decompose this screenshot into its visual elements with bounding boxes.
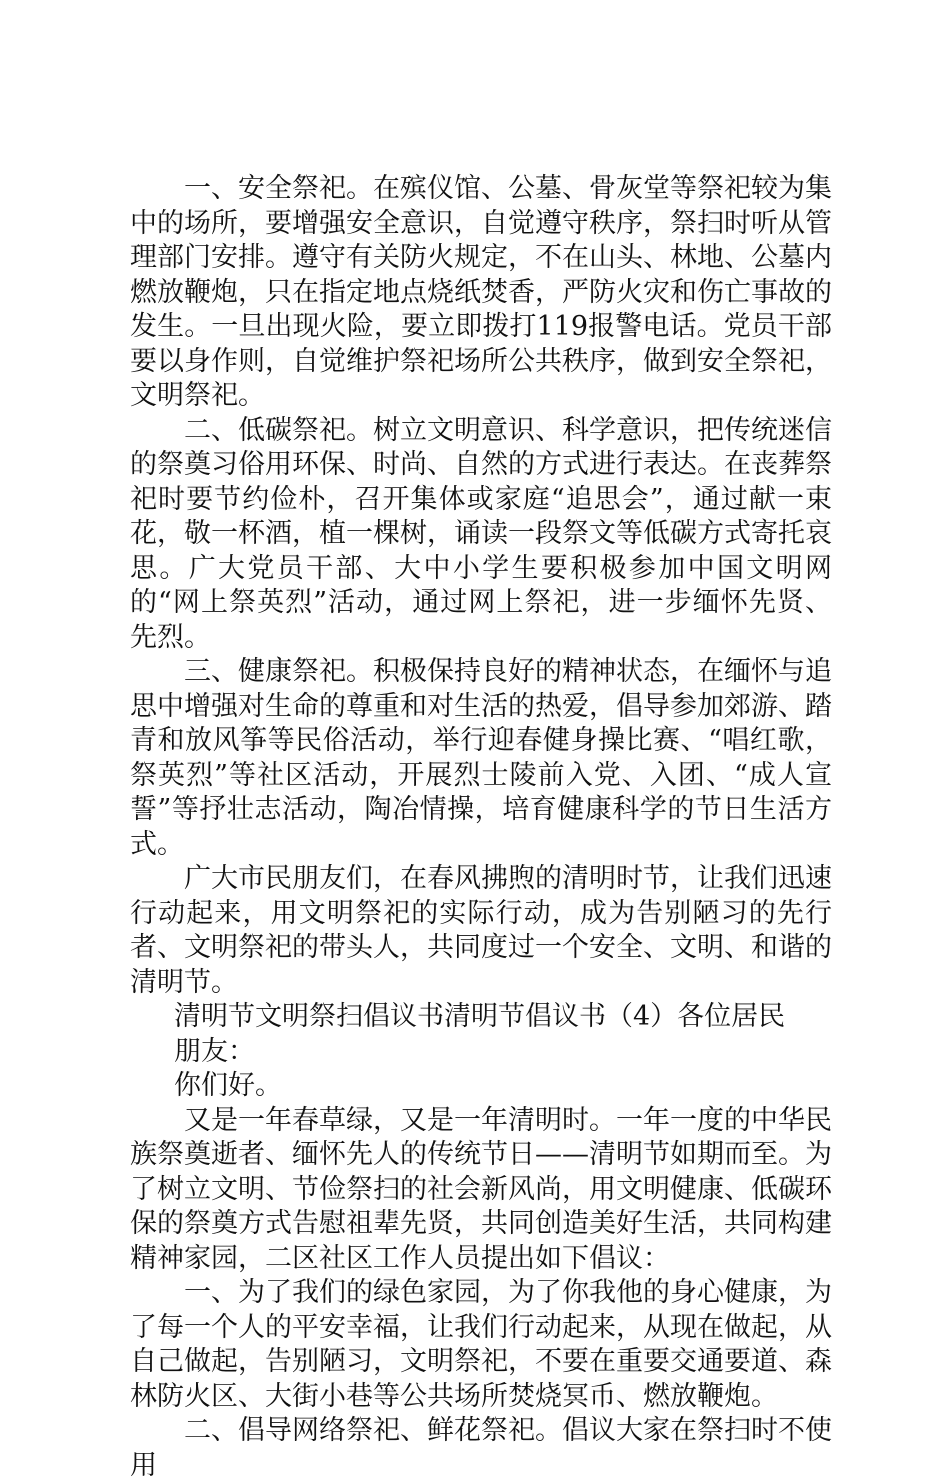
greeting-line: 你们好。 bbox=[174, 1070, 282, 1101]
salutation-line: 朋友： bbox=[174, 1035, 255, 1067]
paragraph-low-carbon-sacrifice: 二、低碳祭祀。树立文明意识、科学意识，把传统迷信的祭奠习俗用环保、时尚、自然的方式进行表达。在丧葬祭祀时要节约俭朴，召开集体或家庭“追思会”，通过献一束花，敬一杯酒，植一棵树，诵读一段祭文等低碳方式寄托哀思。广大党员干部、大中小学生要积极参加中国文明网的“网上祭英烈”活动，通过网上祭祀，进一步缅怀先贤、先烈。 bbox=[130, 414, 832, 653]
proposal-heading-line: 清明节文明祭扫倡议书清明节倡议书（4）各位居民 bbox=[174, 1001, 786, 1032]
paragraph-safe-sacrifice: 一、安全祭祀。在殡仪馆、公墓、骨灰堂等祭祀较为集中的场所，要增强安全意识，自觉遵守秩序，祭扫时听从管理部门安排。遵守有关防火规定，不在山头、林地、公墓内燃放鞭炮，只在指定地点烧纸焚香，严防火灾和伤亡事故的发生。一旦出现火险，要立即拨打119报警电话。党员干部要以身作则，自觉维护祭祀场所公共秩序，做到安全祭祀，文明祭祀。 bbox=[130, 173, 832, 411]
paragraph-introduction: 又是一年春草绿，又是一年清明时。一年一度的中华民族祭奠逝者、缅怀先人的传统节日——清明节如期而至。为了树立文明、节俭祭扫的社会新风尚，用文明健康、低碳环保的祭奠方式告慰祖辈先贤，共同创造美好生活，共同构建精神家园，二区社区工作人员提出如下倡议： bbox=[130, 1104, 832, 1274]
document-body bbox=[130, 172, 832, 1483]
paragraph-healthy-sacrifice: 三、健康祭祀。积极保持良好的精神状态，在缅怀与追思中增强对生命的尊重和对生活的热爱，倡导参加郊游、踏青和放风筝等民俗活动，举行迎春健身操比赛、“唱红歌，祭英烈”等社区活动，开展烈士陵前入党、入团、“成人宣誓”等抒壮志活动，陶冶情操，培育健康科学的节日生活方式。 bbox=[130, 656, 832, 860]
paragraph-proposal-item-2: 二、倡导网络祭祀、鲜花祭祀。倡议大家在祭扫时不使用 bbox=[130, 1415, 832, 1481]
paragraph-proposal-item-1: 一、为了我们的绿色家园，为了你我他的身心健康，为了每一个人的平安幸福，让我们行动起来，从现在做起，从自己做起，告别陋习，文明祭祀，不要在重要交通要道、森林防火区、大街小巷等公共场所焚烧冥币、燃放鞭炮。 bbox=[130, 1277, 832, 1412]
paragraph-closing-appeal: 广大市民朋友们，在春风拂煦的清明时节，让我们迅速行动起来，用文明祭祀的实际行动，成为告别陋习的先行者、文明祭祀的带头人，共同度过一个安全、文明、和谐的清明节。 bbox=[130, 863, 832, 998]
